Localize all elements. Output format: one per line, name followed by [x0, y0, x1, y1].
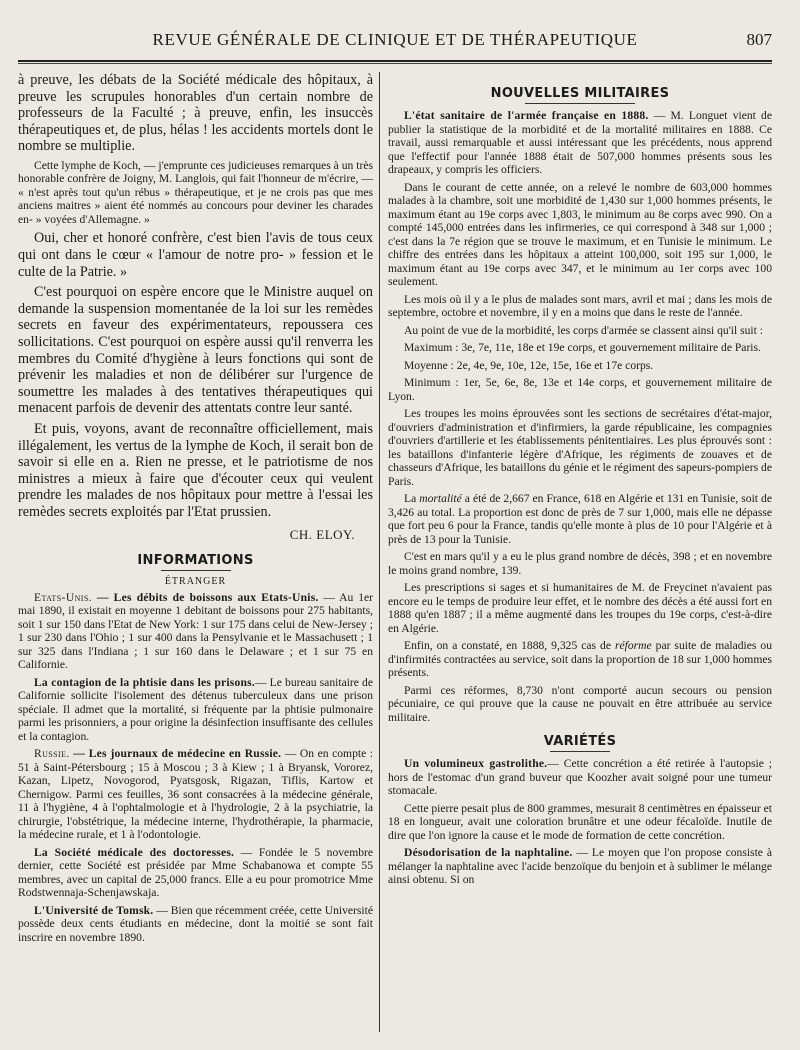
- etranger-subheading: ÉTRANGER: [164, 575, 227, 587]
- news-item: [388, 757, 772, 798]
- item-text: — Fondée le 5 novembre dernier, cette Société est présidée par Mme Schabanowa et compte 55 membres, avec un capital de 25,000 francs. Elle a eu pour promotrice Mme Rodstwennaja-Schenjawskaja.: [18, 845, 374, 900]
- item-text: — Cette concrétion a été retirée à l'autopsie ; hors de l'estomac d'un grand buveur que Koozher avait soigné pour une tumeur stomacale.: [388, 757, 773, 797]
- article-paragraph: Parmi ces réformes, 8,730 n'ont comporté aucun secours ou pension pécuniaire, ce qui prouve que la cause ne pouvait en être attribuée au service militaire.: [388, 683, 772, 724]
- classification-minimum: Minimum : 1er, 5e, 6e, 8e, 13e et 14e corps, et gouvernement militaire de Lyon.: [388, 376, 772, 403]
- right-column: [388, 72, 772, 887]
- emphasis-text: réforme: [614, 639, 652, 652]
- item-text: — Le bureau sanitaire de Californie sollicite l'isolement des détenus tuberculeux dans une prison spéciale. Il admet que la mortalité, si fréquente par la phtisie pulmonaire parmi les prisonniers, a pour origine la désinfection insuffisante des cellules et la contagion.: [18, 675, 373, 743]
- news-item: [18, 747, 373, 842]
- running-head: [18, 30, 772, 52]
- article-paragraph: Cette pierre pesait plus de 800 grammes, mesurait 8 centimètres en épaisseur et 18 en longueur, avait une coloration brunâtre et une odeur fécaloïde. Inutile de dire que l'on ignore la cause et le mode de formation de cette concrétion.: [388, 801, 772, 842]
- item-text: — Le moyen que l'on propose consiste à mélanger la naphtaline avec l'acide benzoïque du benjoin et à sublimer le mélange ainsi obtenu. Si on: [388, 846, 772, 886]
- item-text: — On en compte : 51 à Saint-Pétersbourg ; 15 à Moscou ; 3 à Kiew ; 1 à Bryansk, Vororez, Kazan, Lipetz, Novogorod, Pyatsgosk, Rigazan, Tiflis, Kartow et Chernigow. Parmi ces feuilles, 36 sont consacrées à la médecine générale, 11 à l'hygiène, 4 à l'ophtalmologie et à l'hydrologie, 2 à la psychiatrie, la chirurgie, l'obstétrique, la médecine interne, l'hydrothérapie, la pharmacie, la médecine rurale, et 1 à l'odontologie.: [18, 747, 373, 842]
- varietes-heading: VARIÉTÉS: [543, 734, 617, 749]
- informations-heading: INFORMATIONS: [137, 552, 254, 568]
- item-rubric: Un volumineux gastrolithe.: [404, 757, 548, 770]
- section-rule: [161, 570, 231, 571]
- article-paragraph: à preuve, les débats de la Société médicale des hôpitaux, à preuve les scrupules honorables d'un certain nombre de professeurs de la Faculté ; à preuve, enfin, les insuccès thérapeutiques et, de plus, hélas ! les accidents mortels dont le nombre se multiplie.: [18, 72, 373, 155]
- news-item: [18, 904, 373, 945]
- news-item: [18, 676, 373, 744]
- article-paragraph: Les troupes les moins éprouvées sont les sections de secrétaires d'état-major, d'ouvriers d'administration et d'infirmiers, la garde républicaine, les compagnies d'ouvriers d'artillerie et les établissements pénitentiaires. Les plus éprouvés sont : les bataillons d'infanterie légère d'Afrique, les régiments de zouaves et de chasseurs d'Afrique, les bataillons du génie et le régiment des sapeurs-pompiers de Paris.: [388, 407, 772, 488]
- section-rule: [550, 751, 610, 752]
- item-text: — Au 1er mai 1890, il existait en moyenne 1 debitant de boissons pour 275 habitants, soit 1 sur 150 dans l'Etat de New York: 1 sur 175 dans celui de New-Jersey ; 1 sur 230 dans l'Ohio ; 1 sur 400 dans la Pensylvanie et le Massachusett ; 1 sur 325 dans l'Indiana ; 1 sur 160 dans le Delaware ; et 1 sur 75 en Californie.: [18, 590, 373, 672]
- item-rubric: L'état sanitaire de l'armée française en 1888.: [404, 109, 649, 122]
- header-rule-thin: [18, 63, 772, 64]
- item-rubric: La Société médicale des doctoresses.: [34, 845, 235, 859]
- article-paragraph: [388, 492, 772, 546]
- author-signature: CH. ELOY.: [289, 526, 355, 542]
- page-number: 807: [746, 30, 772, 49]
- article-paragraph: Et puis, voyons, avant de reconnaître officiellement, mais illégalement, les vertus de la lymphe de Koch, il serait bon de savoir si elle en a. Rien ne presse, et le patriotisme de nos ministres a mieux à faire que d'écouter ceux qui veulent prendre les malades de nos hôpitaux pour mettre à l'essai les remèdes secrets exploités par l'Etat prussien.: [18, 421, 373, 520]
- item-text: — Bien que récemment créée, cette Université possède deux cents étudiants en médecine, dont la moitié se sont fait inscrire en novembre 1890.: [18, 903, 373, 944]
- news-item: [388, 846, 772, 887]
- article-paragraph: Oui, cher et honoré confrère, c'est bien l'avis de tous ceux qui ont dans le cœur « l'amour de notre pro- » fession et le culte de la Patrie. »: [18, 230, 373, 280]
- news-item: [18, 591, 373, 672]
- quote-paragraph: Cette lymphe de Koch, — j'emprunte ces judicieuses remarques à un très honorable confrère de Joigny, M. Langlois, qui fait l'honneur de m'écrire, — « n'est après tout qu'un rébus » thérapeutique, et je ne crois pas que mes anciens maitres » aient été nommés au concours pour deviner les charades en- » voyées d'Allemagne. »: [18, 158, 373, 226]
- emphasis-text: mortalité: [419, 492, 462, 505]
- item-rubric: — Les journaux de médecine en Russie.: [73, 747, 282, 761]
- item-text: — M. Longuet vient de publier la statistique de la morbidité et de la mortalité militaires en 1888. Ce travail, aussi remarquable et aussi intéressant que les précédents, nous apprend que l'effectif pour l'année 1888 était de 507,000 hommes présents sous les drapeaux, y compris les officiers.: [388, 109, 772, 176]
- article-paragraph: Les prescriptions si sages et si humanitaires de M. de Freycinet n'avaient pas encore eu le temps de produire leur effet, et le nombre des décès a été aussi fort en 1888 qu'en 1887 ; il a même augmenté dans les troupes du 19e corps, c'est-à-dire en Algérie.: [388, 581, 772, 635]
- country-label: Russie.: [34, 747, 70, 761]
- news-item: [18, 846, 373, 900]
- article-paragraph: C'est pourquoi on espère encore que le Ministre auquel on demande la suspension momentanée de la loi sur les remèdes secrets en faveur des expérimentateurs, repoussera ces sollicitations. C'est pourquoi on espère aussi qu'il renverra les membres du Comité d'hygiène à leurs fonctions qui sont de prévenir les maladies et non de délibérer sur l'urgence de soumettre les malades à des tentatives thérapeutiques qui menacent parfois de devenir des attentats contre leur santé.: [18, 284, 373, 417]
- left-column: [18, 72, 373, 944]
- item-rubric: Désodorisation de la naphtaline.: [404, 846, 573, 859]
- section-rule: [525, 103, 635, 104]
- text-fragment: par suite de maladies ou d'infirmités contractées au service, soit dans la proportion de 18 sur 1,000 hommes présents.: [388, 639, 773, 679]
- journal-title: REVUE GÉNÉRALE DE CLINIQUE ET DE THÉRAPEUTIQUE: [152, 30, 638, 49]
- column-divider: [379, 72, 380, 1032]
- item-rubric: — Les débits de boissons aux Etats-Unis.: [96, 590, 319, 604]
- news-item: [388, 109, 772, 177]
- text-fragment: Enfin, on a constaté, en 1888, 9,325 cas de: [404, 639, 615, 652]
- article-paragraph: Dans le courant de cette année, on a relevé le nombre de 603,000 hommes malades à la chambre, soit une morbidité de 1,430 sur 1,000 hommes présents, le maximum étant au 19e corps avec 1,803, le minimum au 8e corps avec 990. On a compté 145,000 entrées dans les infirmeries, ce qui correspond à 348 sur 1,000 ; c'est dans la 7e région que se trouve le maximum, et en Tunisie le minimum. Le chiffre des entrées dans les hôpitaux a atteint 100,000, soit 195 sur 1,000, le maximum étant au 19e corps avec 347, et le minimum au 1er corps avec 100 seulement.: [388, 180, 772, 288]
- article-paragraph: C'est en mars qu'il y a eu le plus grand nombre de décès, 398 ; et en novembre le moins grand nombre, 139.: [388, 550, 772, 577]
- classification-maximum: Maximum : 3e, 7e, 11e, 18e et 19e corps, et gouvernement militaire de Paris.: [404, 341, 761, 354]
- country-label: Etats-Unis.: [34, 590, 92, 604]
- article-paragraph: Les mois où il y a le plus de malades sont mars, avril et mai ; dans les mois de septembre, octobre et novembre, il y en a moins que dans le reste de l'année.: [388, 292, 772, 319]
- header-rule: [18, 60, 772, 62]
- article-paragraph: Au point de vue de la morbidité, les corps d'armée se classent ainsi qu'il suit :: [404, 323, 763, 337]
- text-fragment: a été de 2,667 en France, 618 en Algérie et 131 en Tunisie, soit de 3,426 au total. La proportion est donc de près de 7 sur 1,000, mais elle ne dépasse que fort peu 6 pour la France, tandis qu'elle monte à plus de 10 pour l'Algérie et à près de 13 pour la Tunisie.: [388, 492, 772, 546]
- article-paragraph: [388, 639, 772, 680]
- item-rubric: La contagion de la phtisie dans les prisons.: [34, 675, 255, 689]
- classification-moyenne: Moyenne : 2e, 4e, 9e, 10e, 12e, 15e, 16e et 17e corps.: [404, 358, 654, 372]
- text-fragment: La: [404, 492, 420, 505]
- item-rubric: L'Université de Tomsk.: [34, 903, 154, 917]
- nouvelles-militaires-heading: NOUVELLES MILITAIRES: [490, 86, 670, 101]
